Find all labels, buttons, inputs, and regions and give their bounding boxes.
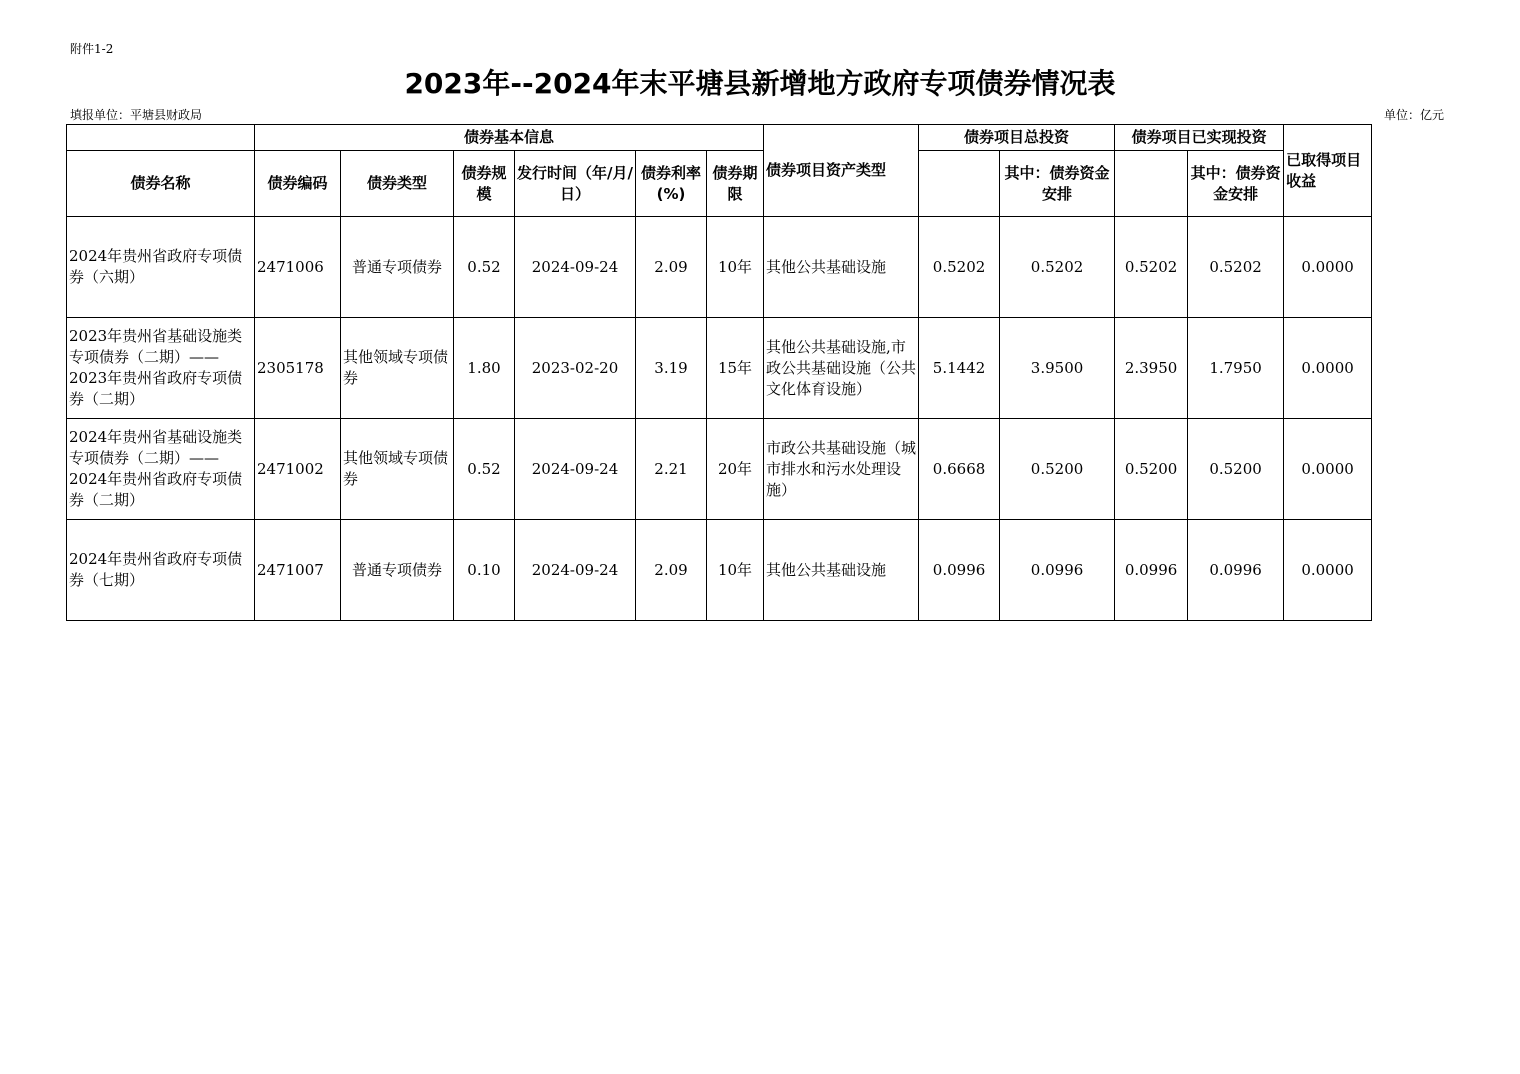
cell-income: 0.0000 [1284,520,1372,621]
cell-realized-bond-funds: 0.0996 [1188,520,1284,621]
cell-total-invest: 5.1442 [919,318,1000,419]
cell-term: 10年 [707,217,764,318]
header-term: 债券期限 [707,151,764,217]
header-realized-bond-funds: 其中：债券资金安排 [1188,151,1284,217]
cell-realized-invest: 0.5200 [1115,419,1188,520]
cell-scale: 1.80 [454,318,515,419]
currency-unit: 单位：亿元 [1383,108,1444,122]
header-income: 已取得项目收益 [1284,125,1372,217]
cell-type: 其他领域专项债券 [341,419,454,520]
cell-code: 2471007 [255,520,341,621]
cell-name: 2024年贵州省基础设施类专项债券（二期）——2024年贵州省政府专项债券（二期） [67,419,255,520]
table-row [67,419,1372,520]
cell-issue-date: 2024-09-24 [515,217,636,318]
cell-total-bond-funds: 0.5200 [1000,419,1115,520]
header-asset-type: 债券项目资产类型 [764,125,919,217]
cell-asset-type: 其他公共基础设施 [764,217,919,318]
cell-type: 普通专项债券 [341,217,454,318]
cell-total-invest: 0.0996 [919,520,1000,621]
header-code: 债券编码 [255,151,341,217]
bond-table [66,124,1372,621]
cell-total-bond-funds: 0.5202 [1000,217,1115,318]
cell-income: 0.0000 [1284,318,1372,419]
attachment-label: 附件1-2 [70,42,114,56]
cell-total-bond-funds: 3.9500 [1000,318,1115,419]
table-row [67,520,1372,621]
header-rate: 债券利率(%) [636,151,707,217]
cell-asset-type: 其他公共基础设施,市政公共基础设施（公共文化体育设施） [764,318,919,419]
header-type: 债券类型 [341,151,454,217]
cell-code: 2471002 [255,419,341,520]
header-name: 债券名称 [67,151,255,217]
cell-issue-date: 2023-02-20 [515,318,636,419]
cell-realized-invest: 0.0996 [1115,520,1188,621]
cell-asset-type: 市政公共基础设施（城市排水和污水处理设施） [764,419,919,520]
cell-income: 0.0000 [1284,419,1372,520]
cell-name: 2024年贵州省政府专项债券（六期） [67,217,255,318]
cell-name: 2023年贵州省基础设施类专项债券（二期）——2023年贵州省政府专项债券（二期） [67,318,255,419]
cell-term: 20年 [707,419,764,520]
cell-scale: 0.10 [454,520,515,621]
cell-type: 普通专项债券 [341,520,454,621]
header-blank [67,125,255,151]
table-row [67,217,1372,318]
page-title: 2023年--2024年末平塘县新增地方政府专项债券情况表 [404,67,1116,100]
header-total-invest-blank [919,151,1000,217]
cell-code: 2471006 [255,217,341,318]
cell-issue-date: 2024-09-24 [515,520,636,621]
cell-rate: 2.09 [636,520,707,621]
cell-term: 15年 [707,318,764,419]
cell-scale: 0.52 [454,217,515,318]
header-issue-date: 发行时间（年/月/日） [515,151,636,217]
cell-scale: 0.52 [454,419,515,520]
header-scale: 债券规模 [454,151,515,217]
header-group-realized-invest: 债券项目已实现投资 [1115,125,1284,151]
header-total-bond-funds: 其中：债券资金安排 [1000,151,1115,217]
cell-total-bond-funds: 0.0996 [1000,520,1115,621]
cell-realized-bond-funds: 0.5200 [1188,419,1284,520]
cell-realized-invest: 0.5202 [1115,217,1188,318]
cell-total-invest: 0.5202 [919,217,1000,318]
table-row [67,318,1372,419]
cell-name: 2024年贵州省政府专项债券（七期） [67,520,255,621]
cell-issue-date: 2024-09-24 [515,419,636,520]
cell-rate: 2.09 [636,217,707,318]
filler-unit: 填报单位：平塘县财政局 [70,108,203,122]
cell-term: 10年 [707,520,764,621]
cell-rate: 2.21 [636,419,707,520]
header-group-total-invest: 债券项目总投资 [919,125,1115,151]
header-realized-invest-blank [1115,151,1188,217]
cell-code: 2305178 [255,318,341,419]
cell-income: 0.0000 [1284,217,1372,318]
cell-realized-bond-funds: 0.5202 [1188,217,1284,318]
cell-realized-invest: 2.3950 [1115,318,1188,419]
cell-asset-type: 其他公共基础设施 [764,520,919,621]
cell-realized-bond-funds: 1.7950 [1188,318,1284,419]
cell-type: 其他领域专项债券 [341,318,454,419]
cell-total-invest: 0.6668 [919,419,1000,520]
header-group-basic: 债券基本信息 [255,125,764,151]
cell-rate: 3.19 [636,318,707,419]
